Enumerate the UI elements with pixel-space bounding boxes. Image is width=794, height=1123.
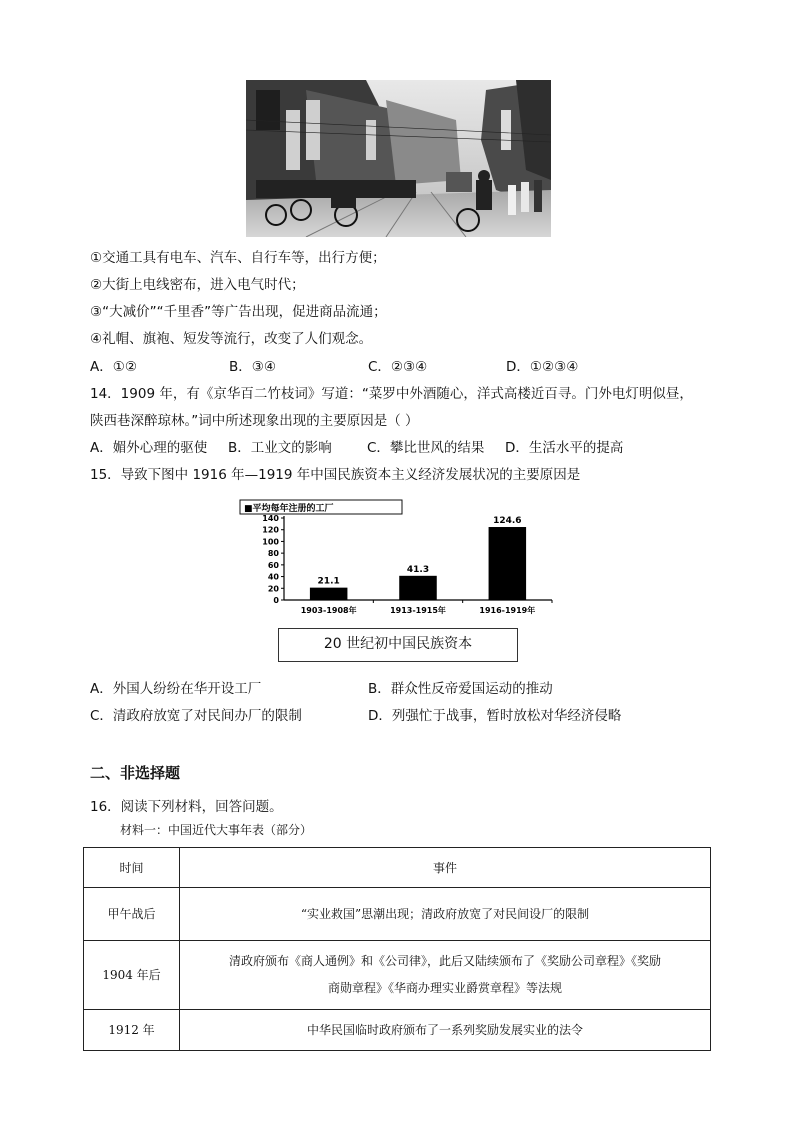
q15-option-a[interactable]: A．外国人纷纷在华开设工厂 bbox=[90, 681, 262, 697]
q15-option-d[interactable]: D．列强忙于战事，暂时放松对华经济侵略 bbox=[368, 708, 622, 724]
chart-caption: 20 世纪初中国民族资本 bbox=[278, 628, 518, 662]
row-event bbox=[180, 1010, 711, 1051]
q15-option-b[interactable]: B．群众性反帝爱国运动的推动 bbox=[368, 681, 553, 697]
bar-data-label: 41.3 bbox=[406, 564, 430, 575]
row-event-line: 中华民国临时政府颁布了一系列奖励发展实业的法令 bbox=[306, 1022, 583, 1037]
table-row bbox=[84, 1010, 711, 1051]
q13-option-a[interactable]: A．①② bbox=[90, 359, 137, 375]
row-time: 甲午战后 bbox=[84, 888, 180, 941]
bar-data-label: 21.1 bbox=[317, 576, 340, 587]
q13-statement-4: ④礼帽、旗袍、短发等流行，改变了人们观念。 bbox=[90, 331, 373, 347]
events-table bbox=[83, 847, 711, 1051]
x-tick-label: 1903-1908年 bbox=[300, 606, 357, 615]
q13-statement-3: ③“大减价”“千里香”等广告出现，促进商品流通； bbox=[90, 304, 387, 320]
q13-statement-1: ①交通工具有电车、汽车、自行车等，出行方便； bbox=[90, 250, 386, 266]
bar-chart bbox=[236, 498, 556, 622]
q14-stem-line1: 14．1909 年，有《京华百二竹枝词》写道：“菜罗中外酒随心，洋式高楼近百寻。门外电灯明似昼， bbox=[90, 386, 693, 402]
row-event bbox=[180, 941, 711, 1010]
header-event: 事件 bbox=[180, 848, 711, 888]
x-tick-label: 1913-1915年 bbox=[390, 606, 446, 615]
q14-option-c[interactable]: C．攀比世风的结果 bbox=[367, 440, 485, 456]
row-time: 1904 年后 bbox=[84, 941, 180, 1010]
y-tick-label: 0 bbox=[273, 596, 279, 605]
chart-title: ■平均每年注册的工厂 bbox=[244, 504, 334, 514]
bar bbox=[399, 576, 437, 600]
q14-option-d[interactable]: D．生活水平的提高 bbox=[505, 440, 624, 456]
row-time: 1912 年 bbox=[84, 1010, 180, 1051]
q15-option-c[interactable]: C．清政府放宽了对民间办厂的限制 bbox=[90, 708, 302, 724]
row-event bbox=[180, 888, 711, 941]
bar-data-label: 124.6 bbox=[493, 516, 522, 527]
y-tick-label: 60 bbox=[267, 560, 279, 570]
bar-chart-svg bbox=[236, 498, 556, 622]
q14-stem-line2: 陕西巷深醉琼林。”词中所述现象出现的主要原因是（ ） bbox=[90, 413, 419, 429]
bar bbox=[489, 527, 527, 600]
y-tick-label: 120 bbox=[262, 525, 279, 535]
header-time: 时间 bbox=[84, 848, 180, 888]
y-tick-label: 80 bbox=[267, 549, 279, 559]
q15-stem: 15．导致下图中 1916 年—1919 年中国民族资本主义经济发展状况的主要原因是 bbox=[90, 467, 581, 483]
table-header-row bbox=[84, 848, 711, 888]
row-event-line: 商勋章程》《华商办理实业爵赏章程》等法规 bbox=[327, 981, 562, 995]
row-event-line: “实业救国”思潮出现；清政府放宽了对民间设厂的限制 bbox=[300, 906, 590, 921]
section-title: 二、非选择题 bbox=[90, 764, 181, 782]
q13-statement-2: ②大街上电线密布，进入电气时代； bbox=[90, 277, 305, 293]
row-event-line: 清政府颁布《商人通例》和《公司律》，此后又陆续颁布了《奖励公司章程》《奖励 bbox=[228, 954, 661, 968]
y-tick-label: 20 bbox=[267, 584, 279, 594]
bar bbox=[310, 588, 348, 600]
street-photo bbox=[246, 80, 551, 237]
q13-option-d[interactable]: D．①②③④ bbox=[506, 359, 579, 375]
table-row bbox=[84, 941, 711, 1010]
chart-bars bbox=[310, 516, 526, 600]
q13-option-c[interactable]: C．②③④ bbox=[368, 359, 428, 375]
q14-option-b[interactable]: B．工业文的影响 bbox=[228, 440, 332, 456]
table-row bbox=[84, 888, 711, 941]
y-tick-label: 140 bbox=[262, 514, 279, 523]
q13-option-b[interactable]: B．③④ bbox=[229, 359, 276, 375]
street-photo-drawing bbox=[246, 80, 551, 237]
q14-option-a[interactable]: A．媚外心理的驱使 bbox=[90, 440, 208, 456]
y-tick-label: 40 bbox=[267, 572, 279, 582]
q16-stem: 16．阅读下列材料，回答问题。 bbox=[90, 799, 283, 815]
y-tick-label: 100 bbox=[262, 537, 279, 547]
material-title: 材料一：中国近代大事年表（部分） bbox=[120, 823, 313, 837]
x-tick-label: 1916-1919年 bbox=[479, 606, 536, 615]
